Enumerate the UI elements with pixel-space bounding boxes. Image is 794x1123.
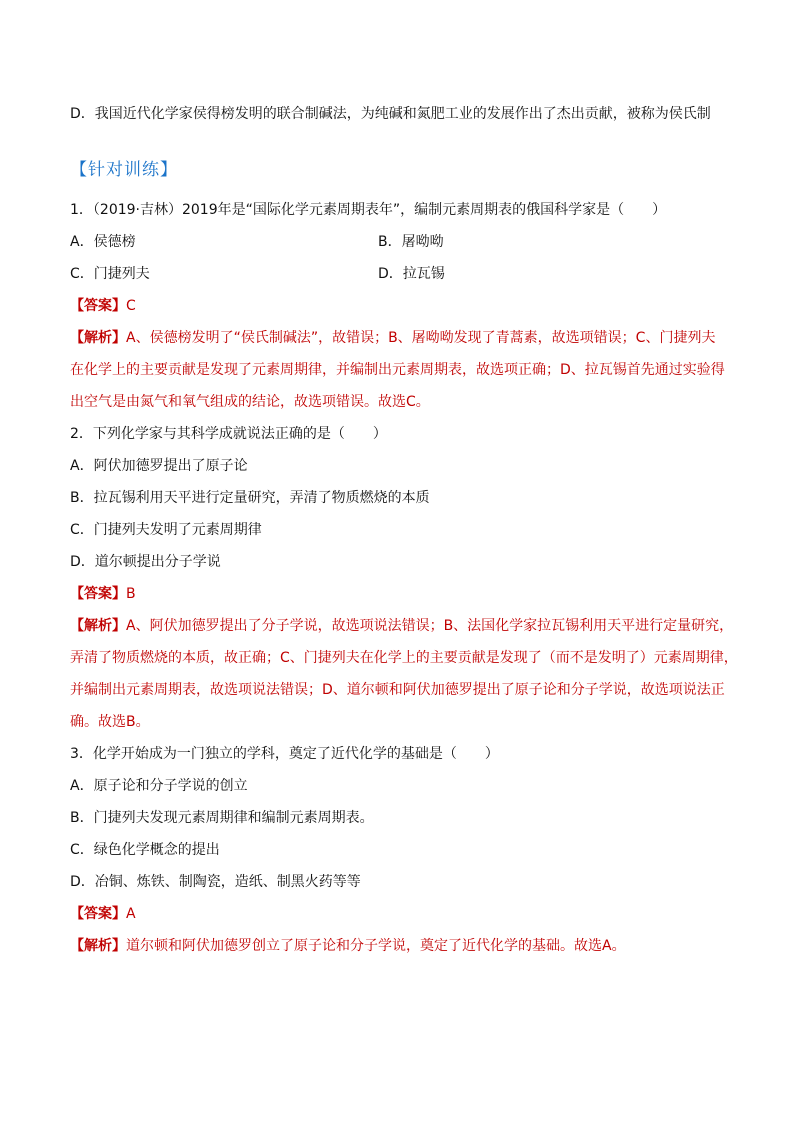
q1-analysis-line-2: 在化学上的主要贡献是发现了元素周期律，并编制出元素周期表，故选项正确；D、拉瓦锡首先通过实验得 <box>70 362 725 378</box>
q1-answer-tag: 【答案】 <box>70 298 126 314</box>
q3-answer-tag: 【答案】 <box>70 906 126 922</box>
q1-option-d: D．拉瓦锡 <box>378 266 445 282</box>
q3-analysis-line-1 <box>70 936 744 956</box>
q2-option-d: D．道尔顿提出分子学说 <box>70 554 221 570</box>
q2-analysis-line-4: 确。故选B。 <box>70 714 150 730</box>
q1-option-a: A．侯德榜 <box>70 234 136 250</box>
q2-answer: B <box>126 586 136 602</box>
q2-analysis-line-3: 并编制出元素周期表，故选项说法错误；D、道尔顿和阿伏加德罗提出了原子论和分子学说，故选项说法正 <box>70 682 725 698</box>
q3-option-b: B．门捷列夫发现元素周期律和编制元素周期表。 <box>70 810 374 826</box>
q2-analysis-line-1 <box>70 616 744 636</box>
q1-answer: C <box>126 298 136 314</box>
q1-analysis-tag: 【解析】 <box>70 330 126 346</box>
q1-analysis-line-3: 出空气是由氮气和氧气组成的结论，故选项错误。故选C。 <box>70 394 430 410</box>
q1-option-b: B．屠呦呦 <box>378 234 444 250</box>
q2-analysis-tag: 【解析】 <box>70 618 126 634</box>
q2-answer-tag: 【答案】 <box>70 586 126 602</box>
q1-option-c: C．门捷列夫 <box>70 266 150 282</box>
q3-answer-line <box>70 904 744 924</box>
previous-option-d: D．我国近代化学家侯得榜发明的联合制碱法，为纯碱和氮肥工业的发展作出了杰出贡献，被称为侯氏制 <box>70 106 711 122</box>
q2-option-c: C．门捷列夫发明了元素周期律 <box>70 522 262 538</box>
q3-option-c: C．绿色化学概念的提出 <box>70 842 220 858</box>
q3-stem: 3．化学开始成为一门独立的学科，奠定了近代化学的基础是（ ） <box>70 746 499 762</box>
q2-analysis-line-2: 弄清了物质燃烧的本质，故正确；C、门捷列夫在化学上的主要贡献是发现了（而不是发明了）元素周期律， <box>70 650 738 666</box>
q1-answer-line <box>70 296 744 316</box>
q3-answer: A <box>126 906 136 922</box>
q2-answer-line <box>70 584 744 604</box>
q3-option-d: D．冶铜、炼铁、制陶瓷，造纸、制黑火药等等 <box>70 874 361 890</box>
q1-stem: 1．（2019·吉林）2019年是“国际化学元素周期表年”，编制元素周期表的俄国科学家是（ ） <box>70 202 667 218</box>
q1-analysis-text-1: A、侯德榜发明了“侯氏制碱法”，故错误；B、屠呦呦发现了青蒿素，故选项错误；C、门捷列夫 <box>126 330 716 346</box>
q2-stem: 2．下列化学家与其科学成就说法正确的是（ ） <box>70 426 387 442</box>
section-heading: 【针对训练】 <box>70 160 178 180</box>
q1-analysis-line-1 <box>70 328 744 348</box>
q3-option-a: A．原子论和分子学说的创立 <box>70 778 248 794</box>
q2-option-b: B．拉瓦锡利用天平进行定量研究，弄清了物质燃烧的本质 <box>70 490 430 506</box>
q2-analysis-text-1: A、阿伏加德罗提出了分子学说，故选项说法错误；B、法国化学家拉瓦锡利用天平进行定量研究， <box>126 618 734 634</box>
q3-analysis-tag: 【解析】 <box>70 938 126 954</box>
q3-analysis-text-1: 道尔顿和阿伏加德罗创立了原子论和分子学说，奠定了近代化学的基础。故选A。 <box>126 938 626 954</box>
q2-option-a: A．阿伏加德罗提出了原子论 <box>70 458 248 474</box>
